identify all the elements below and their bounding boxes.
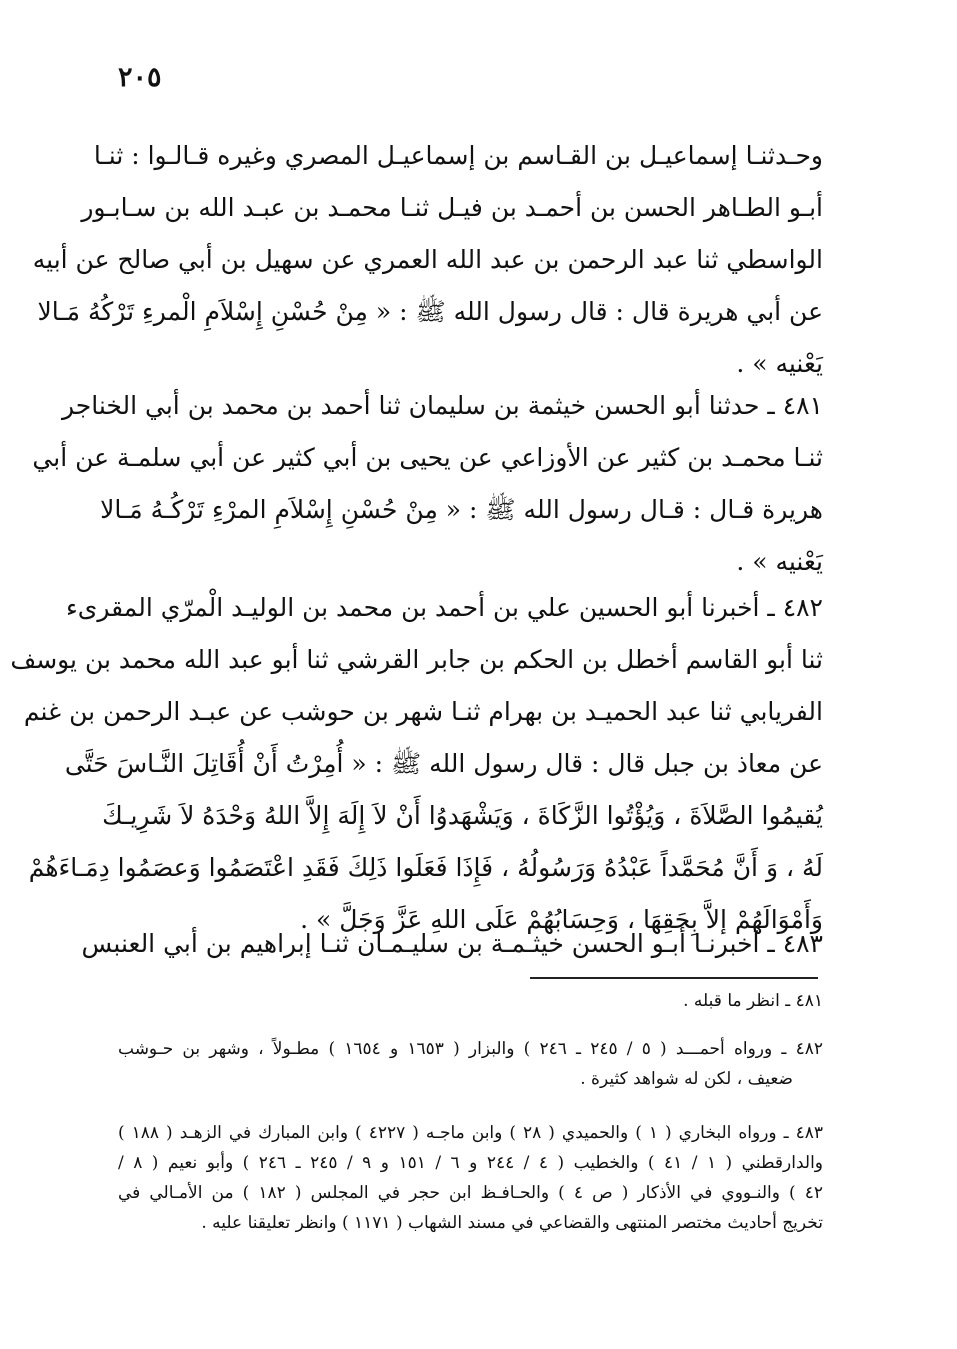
text-line: يَعْنيه » . (736, 349, 823, 378)
text-line: يُقيمُوا الصَّلاَةَ ، وَيُؤْتُوا الزَّكَاةَ ، وَيَشْهَدوُا أَنْ لاَ إِلَهَ إِلاَّ اللهُ وَحْدَهُ لاَ شَرِيـكَ (102, 801, 823, 830)
footnote-line: ٤٢ ) والنـووي في الأذكار ( ص ٤ ) والحـافـظ ابن حجر في المجلس ( ١٨٢ ) من الأمـالي في (118, 1183, 824, 1203)
text-line: وحـدثنـا إسماعيـل بن القـاسم بن إسماعيـل المصري وغيره قـالـوا : ثنـا (93, 141, 823, 170)
footnote-line: ٤٨١ ـ انظر ما قبله . (683, 991, 823, 1011)
text-line: هريرة قـال : قـال رسول الله ﷺ : « مِنْ حُسْنِ إِسْلاَمِ المرْءِ تَرْكُـهُ مَـالا (100, 495, 823, 524)
paragraph-483 (81, 918, 823, 970)
text-line: يَعْنيه » . (736, 547, 823, 576)
paragraph-intro (32, 130, 823, 390)
text-line: الواسطي ثنا عبد الرحمن بن عبد الله العمري عن سهيل بن أبي صالح عن أبيه (32, 245, 823, 274)
footnote-483 (118, 1118, 823, 1238)
text-line: الفريابي ثنا عبد الحميـد بن بهرام ثنـا شهر بن حوشب عن عبـد الرحمن بن غنم (23, 697, 823, 726)
text-line: ٤٨٣ ـ أخبرنـا أبـو الحسن خيثـمـة بن سليـمـان ثنـا إبراهيم بن أبي العنبس (81, 929, 823, 958)
footnote-line: ٤٨٢ ـ ورواه أحمـــد ( ٥ / ٢٤٥ ـ ٢٤٦ ) والبزار ( ١٦٥٣ و ١٦٥٤ ) مطـولاً ، وشهر بن حـوشب (118, 1039, 823, 1059)
text-line: ٤٨١ ـ حدثنا أبو الحسن خيثمة بن سليمان ثنا أحمد بن محمد بن أبي الخناجر (61, 391, 823, 420)
text-line: ٤٨٢ ـ أخبرنا أبو الحسين علي بن أحمد بن محمد بن الوليـد الْمرّي المقرىء (66, 593, 823, 622)
text-line: ثنـا محمـد بن كثير عن الأوزاعي عن يحيى بن أبي كثير عن أبي سلمـة عن أبي (32, 443, 823, 472)
page-number: ٢٠٥ (118, 62, 162, 93)
text-line: عن أبي هريرة قال : قال رسول الله ﷺ : « مِنْ حُسْنِ إِسْلاَمِ الْمرءِ تَرْكُهُ مَـالا (37, 297, 823, 326)
footnote-line: ضعيف ، لكن له شواهد كثيرة . (580, 1069, 793, 1089)
paragraph-481 (32, 380, 823, 588)
footnote-line: والدارقطني ( ١ / ٤١ ) والخطيب ( ٤ / ٢٤٤ و ٦ / ١٥١ و ٩ / ٢٤٥ ـ ٢٤٦ ) وأبو نعيم ( ٨ / (118, 1153, 823, 1173)
footnote-line: تخريج أحاديث مختصر المنتهى والقضاعي في مسند الشهاب ( ١١٧١ ) وانظر تعليقنا عليه . (201, 1213, 823, 1233)
paragraph-482 (10, 582, 823, 946)
footnote-481 (118, 986, 823, 1016)
footnote-separator (530, 977, 818, 979)
text-line: ثنا أبو القاسم أخطل بن الحكم بن جابر القرشي ثنا أبو عبد الله محمد بن يوسف (10, 645, 823, 674)
text-line: لَهُ ، وَ أَنَّ مُحَمَّداً عَبْدُهُ وَرَسُولُهُ ، فَإِذَا فَعَلَوا ذَلِكَ فَقَدِ اعْتَصَمُوا وَعصَمُوا دِمَـاءَهُمْ (28, 853, 823, 882)
text-line: أبـو الطـاهر الحسن بن أحمـد بن فيـل ثنـا محمـد بن عبـد الله بن سـابـور (81, 193, 823, 222)
text-line: عن معاذ بن جبل قال : قال رسول الله ﷺ : « أُمِرْتُ أَنْ أُقَاتِلَ النَّـاسَ حَتَّى (64, 749, 823, 778)
footnote-482 (118, 1034, 823, 1094)
footnote-line: ٤٨٣ ـ ورواه البخاري ( ١ ) والحميدي ( ٢٨ ) وابن ماجـه ( ٤٢٢٧ ) وابن المبارك في الزهـد ( ١٨٨ ) (118, 1123, 824, 1143)
text-line: وَأَمْوَالَهُمْ إلاَّ بِحَقِهَا ، وَحِسَابُهُمْ عَلَى اللهِ عَزَّ وَجَلَّ » . (300, 905, 823, 934)
